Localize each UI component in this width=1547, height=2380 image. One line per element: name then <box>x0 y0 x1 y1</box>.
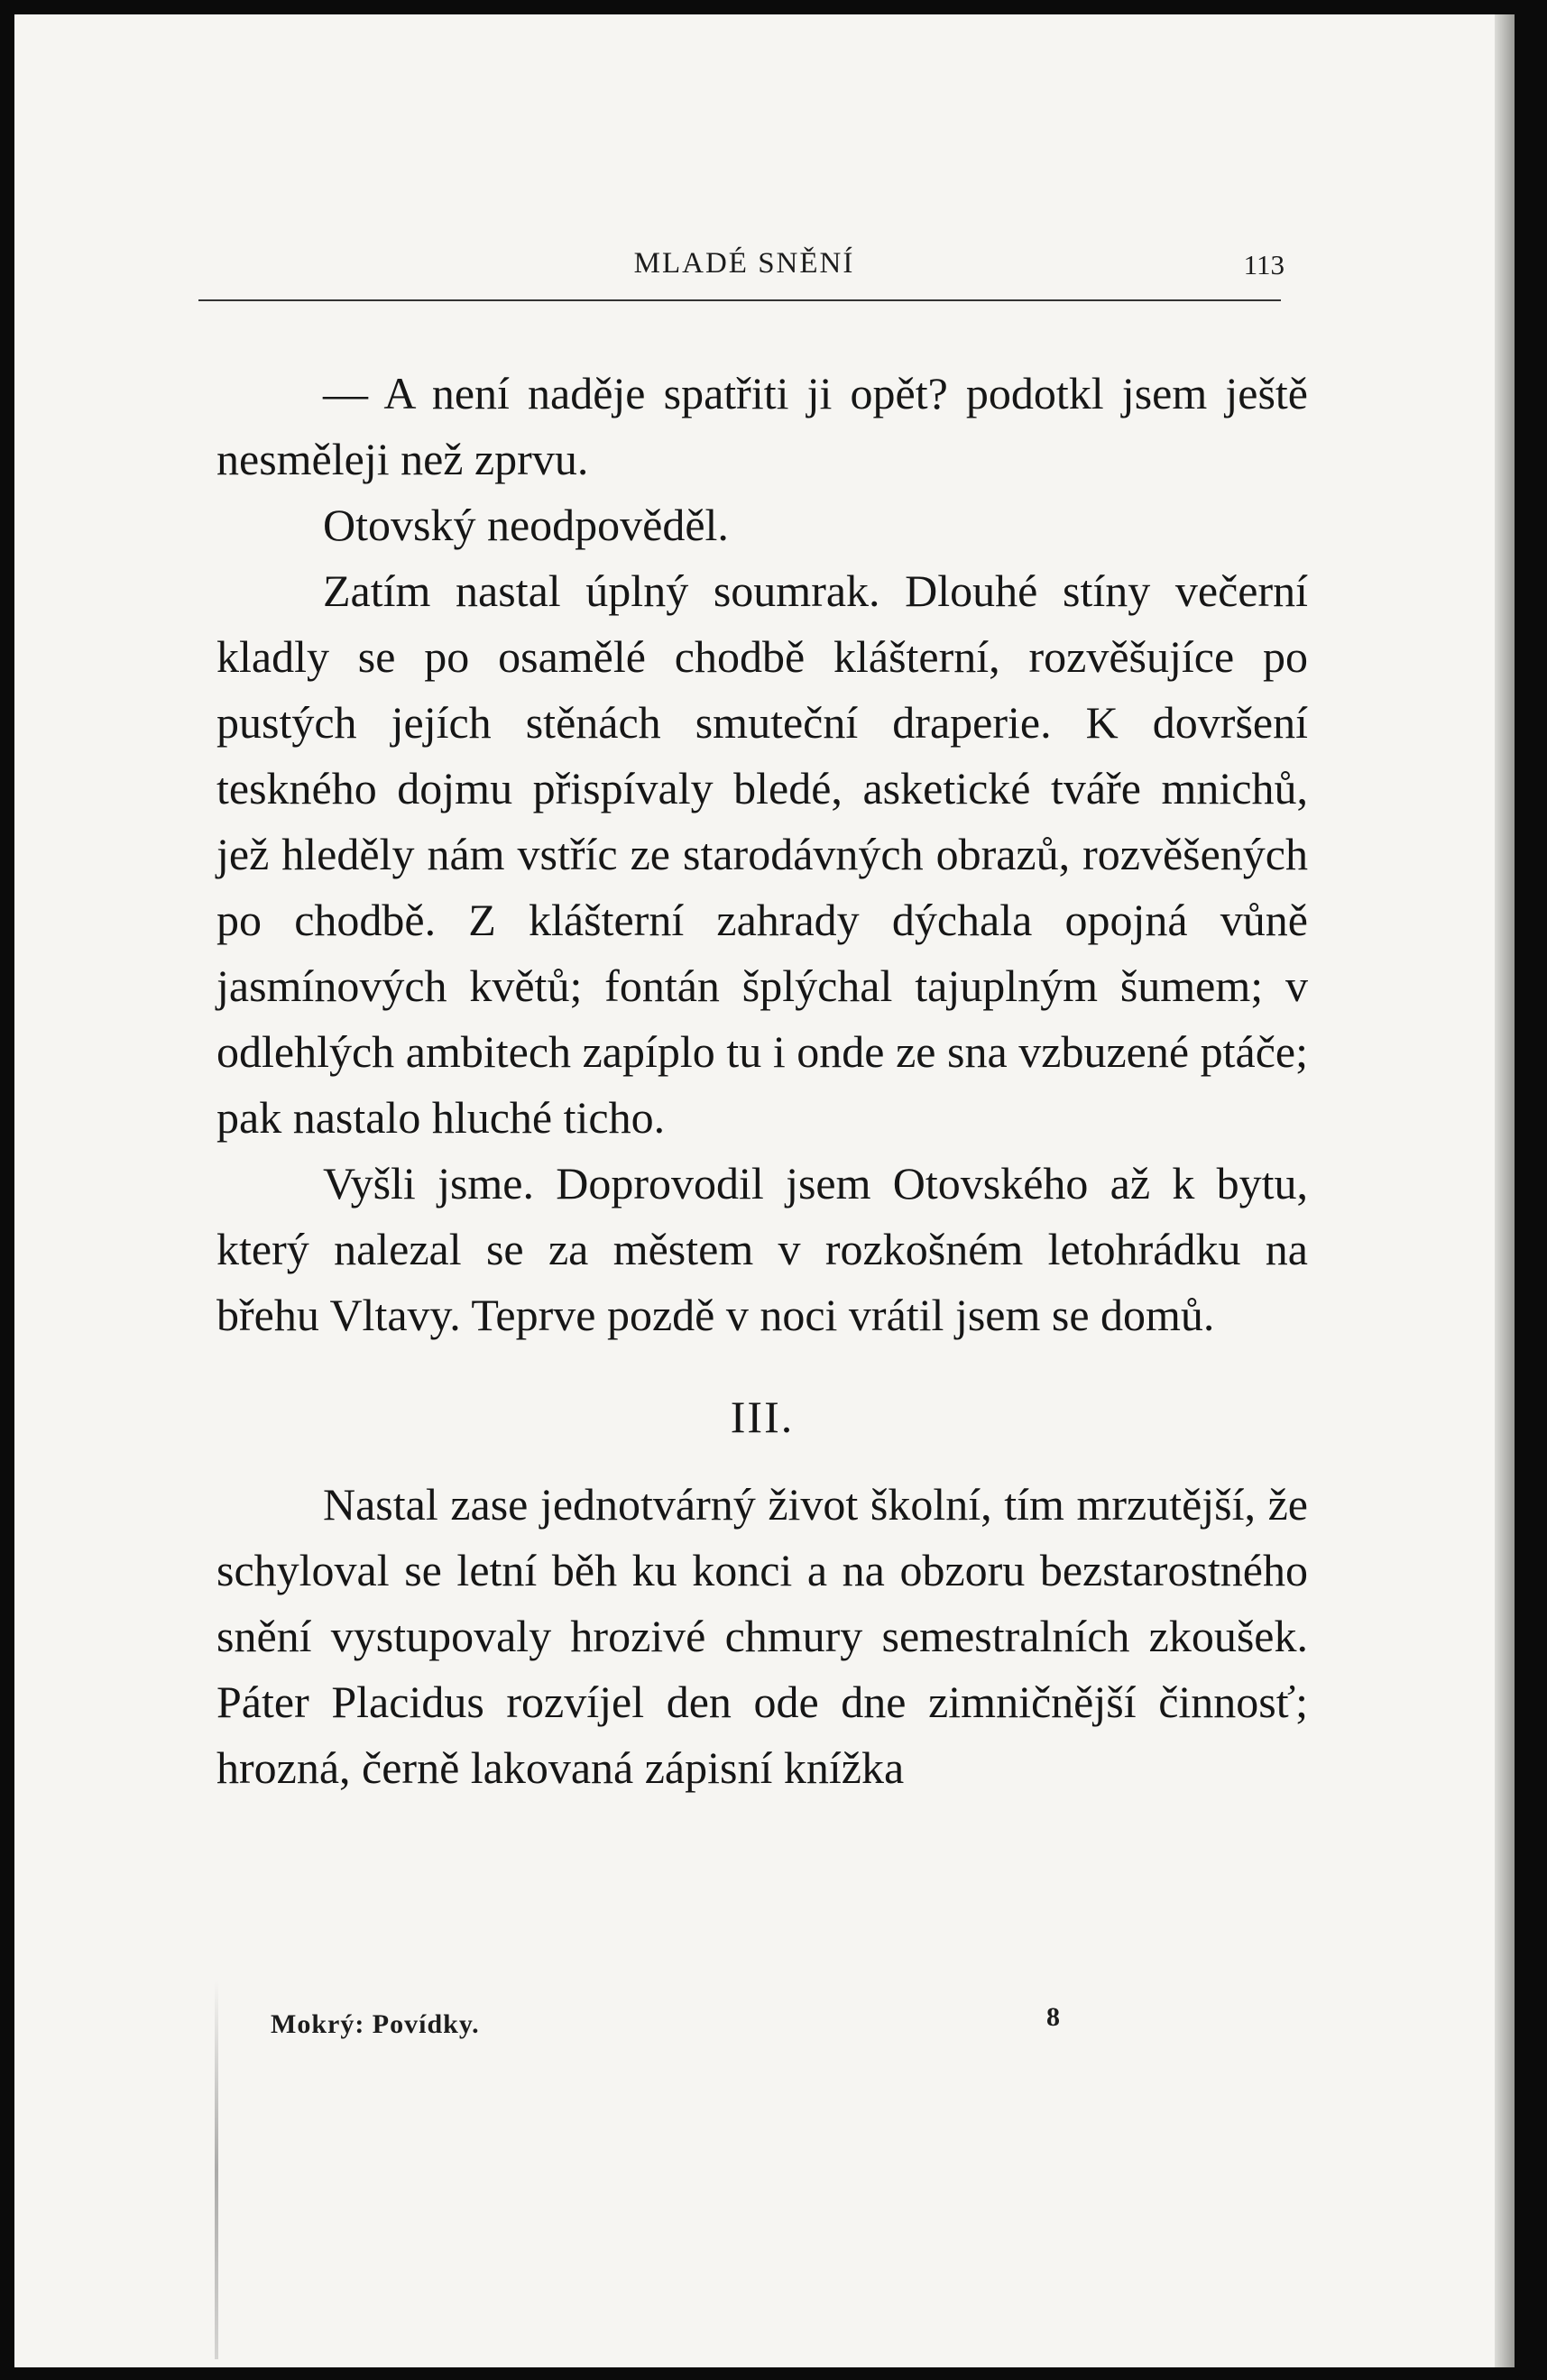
body-text <box>216 361 1308 1801</box>
page-number: 113 <box>1243 249 1285 280</box>
paragraph: Nastal zase jednotvárný život školní, tím mrzutější, že schyloval se letní běh ku konci a na obzoru bezstarostného snění vystupovaly hrozivé chmury semestralních zkoušek. Páter Placidus rozvíjel den ode dne zimničnější činnosť; hrozná, černě lakovaná zápisní knížka <box>216 1479 1308 1793</box>
page-crease <box>215 1980 218 2359</box>
signature-mark: 8 <box>1046 2002 1060 2032</box>
paragraph: — A není naděje spatřiti ji opět? podotkl jsem ještě nesměleji než zprvu. <box>216 368 1308 484</box>
page-edge-shadow <box>1495 14 1515 2367</box>
running-title: MLADÉ SNĚNÍ <box>633 247 855 280</box>
page-header <box>198 242 1290 292</box>
paragraph: Vyšli jsme. Doprovodil jsem Otovského až k bytu, který nalezal se za městem v rozkošném letohrádku na břehu Vltavy. Teprve pozdě v noci vrátil jsem se domů. <box>216 1158 1308 1340</box>
paragraph: Otovský neodpověděl. <box>323 500 729 550</box>
footer-author: Mokrý: Povídky. <box>271 2009 480 2039</box>
header-rule <box>198 299 1281 301</box>
section-heading: III. <box>730 1392 795 1442</box>
paragraph: Zatím nastal úplný soumrak. Dlouhé stíny večerní kladly se po osamělé chodbě klášterní, rozvěšujíce po pustých jejích stěnách smuteční draperie. K dovršení teskného dojmu přispívaly bledé, asketické tváře mnichů, jež hleděly nám vstříc ze starodávných obrazů, rozvěšených po chodbě. Z klášterní zahrady dýchala opojná vůně jasmínových květů; fontán šplýchal tajuplným šumem; v odlehlých ambitech zapíplo tu i onde ze sna vzbuzené ptáče; pak nastalo hluché ticho. <box>216 565 1308 1143</box>
